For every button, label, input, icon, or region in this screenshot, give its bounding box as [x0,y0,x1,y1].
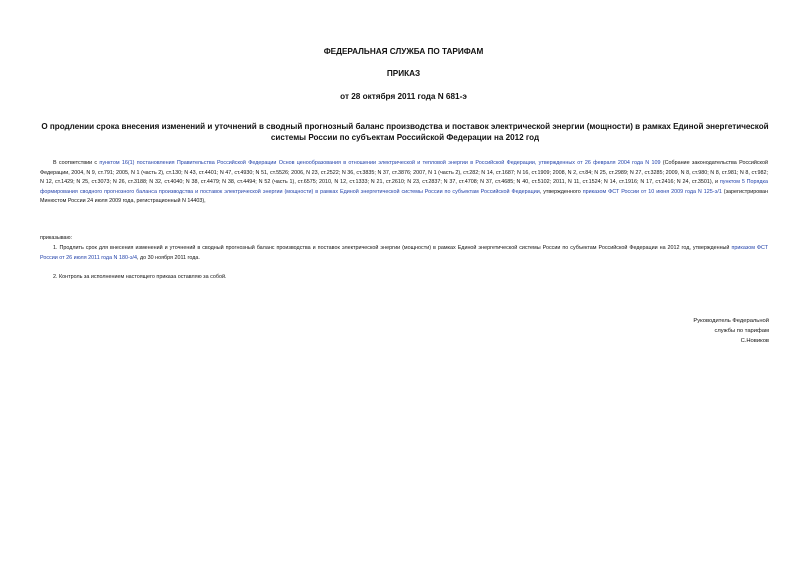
fst-order-125-link[interactable]: приказом ФСТ России от 10 июня 2009 года N 125-э/1 [582,188,722,195]
agency-heading: ФЕДЕРАЛЬНАЯ СЛУЖБА ПО ТАРИФАМ [323,47,484,56]
order-word: приказываю: [40,235,73,241]
order-item-2: 2. Контроль за исполнением настоящего приказа оставляю за собой. [53,274,227,280]
preamble-text-1: (Собрание законодательства Российской Федерации, 2004, N 9, ст.791; 2005, N 1 (часть 2), ст.130; N 43, ст.4401; N 47, ст.4930; N 51, ст.5526; 2006, N 23, ст.2522; N 36, ст.3835; N 37, ст.3876; 2007, N 1 (часть 2), ст.282; N 14, ст.1687; N 16, ст.1909; 2008, N 2, ст.84; N 25, ст.2989; N 27, ст.3285; 2009, N 8, ст.980; N 8, ст.981; N 8, ст.982; N 12, ст.1429; N 25, ст.3073; N 26, ст.3188; N 32, ст.4040; N 38, ст.4479; N 38, ст.4494; N 52 (часть 1), ст.6575; 2010, N 12, ст.1333; N 21, ст.2610; N 23, ст.2837; N 37, ст.4708; N 37, ст.4685; N 40, ст.5102; 2011, N 11, ст.1524; N 14, ст.1916; N 17, ст.2416; N 24, ст.3501), и [40,160,768,185]
signature-agency: службы по тарифам [714,328,769,334]
item1-text-b: , до 30 ноября 2011 года. [137,254,200,261]
doc-type-heading: ПРИКАЗ [386,69,421,78]
item1-text-a: 1. Продлить срок для внесения изменений и уточнений в сводный прогнозный баланс производства и поставок электрической энергии (мощности) в рамках Единой энергетической системы России по субъектам Российской Федерации на 2012 год, утвержденный [53,245,732,251]
document-title: О продлении срока внесения изменений и уточнений в сводный прогнозный баланс производства и поставок электрической энергии (мощности) в рамках Единой энергетической системы России по субъектам Российской Федерации на 2012 год [41,122,769,142]
preamble-intro: В соответствии с [53,160,98,166]
signature-name: С.Новиков [740,338,769,344]
signature-block [569,316,769,346]
preamble-text-3: (зарегистрирован Минюстом России 24 июля 2009 года, регистрационный N 14403), [40,188,768,204]
order-item-1 [40,244,768,263]
pricing-basics-link[interactable]: пунктом 16(1) постановления Правительства Российской Федерации Основ ценообразования в отношении электрической и тепловой энергии в Российской Федерации, утвержденных от 26 февраля 2004 года N 109 [99,160,661,166]
doc-date-number: от 28 октября 2011 года N 681-э [340,92,467,101]
preamble-paragraph [40,159,768,207]
fst-order-180-link[interactable]: приказом ФСТ России от 26 июля 2011 года N 180-э/4 [40,245,768,261]
balance-procedure-link[interactable]: пунктом 5 Порядка формирования сводного прогнозного баланса производства и поставок электрической энергии (мощности) в рамках Единой энергетической системы России по субъектам Российской Федерации [40,179,769,195]
preamble-text-2: , утвержденного [539,188,583,195]
signature-position: Руководитель Федеральной [693,318,769,324]
